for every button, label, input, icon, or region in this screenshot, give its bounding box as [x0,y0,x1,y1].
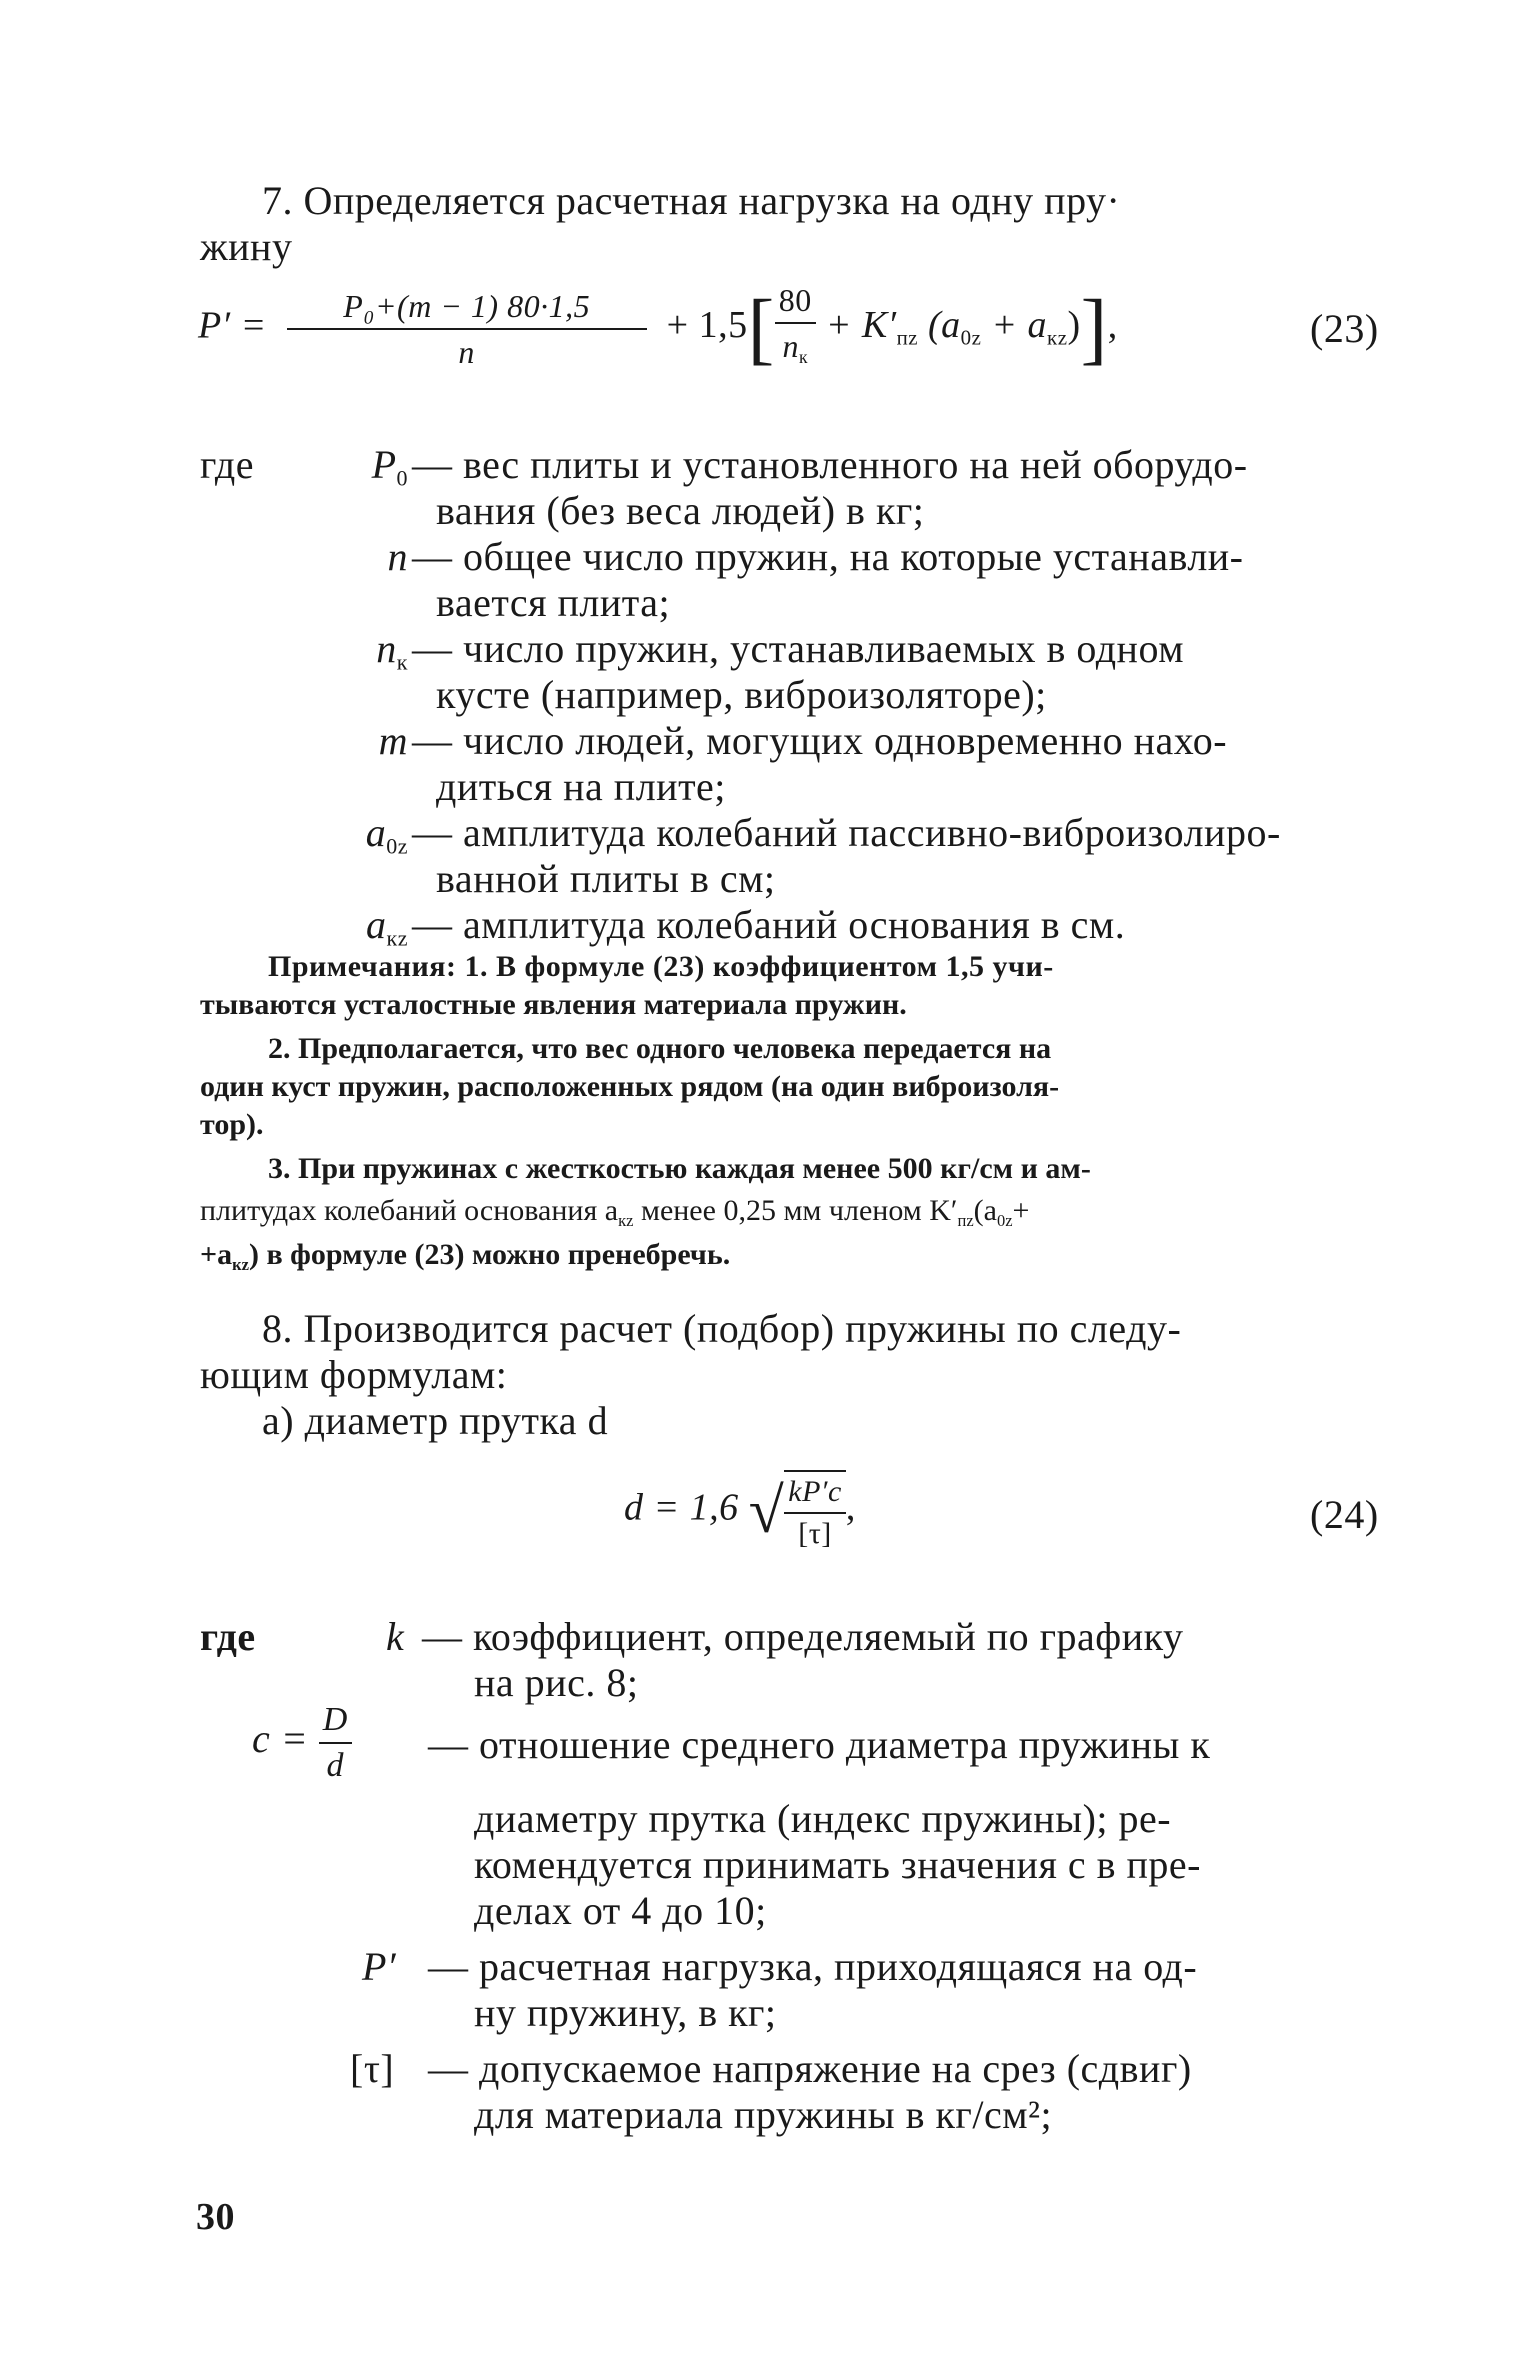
where1-def-continuation: вается плита; [436,580,671,625]
where1-def-symbol: n [387,534,408,579]
formula-23-lhs: P′ = [198,304,267,347]
left-bracket: [ [747,284,775,373]
right-bracket: ] [1080,284,1108,373]
note2-line1: 2. Предполагается, что вес одного человека передается на [268,1032,1052,1065]
formula-23-number: (23) [1310,306,1379,351]
k-text2: на рис. 8; [474,1660,639,1705]
where1-def-text: — амплитуда колебаний пассивно-виброизолиро- [412,810,1281,855]
formula-23-mid: + 1,5 [666,304,748,347]
where1-def-symbol: $a_{0z}$ [365,810,408,859]
formula-23-paren: $(a_{0z} + a_{кz})$ [928,304,1081,350]
c-text2: диаметру прутка (индекс пружины); ре- [474,1796,1172,1841]
formula-23-denominator: n [458,333,475,370]
note1-line2: тываются усталостные явления материала пружин. [200,988,907,1021]
c-text4: делах от 4 до 10; [474,1888,767,1933]
where1-def-text: — вес плиты и установленного на ней оборудо- [412,442,1248,487]
formula-23: P′ = $\frac{\text{P₀+(m − 1) 80·1,5}}{n}$ + 1,5[ $\frac{80}{n_к}$ + $K'_{пz}$ $(a_{0z} + a_{кz})$], [198,280,1118,377]
sqrt-sign: √ [748,1475,785,1546]
where1-def-symbol: $P_0$ [371,442,408,491]
formula-23-numerator: P₀+(m − 1) 80·1,5 [287,286,647,330]
section7-line2: жину [200,224,293,269]
where1-def-continuation: ванной плиты в см; [436,856,776,901]
formula-23-tail: + $K'_{пz}$ [825,304,919,350]
formula-24-lhs: d = 1,6 [624,1486,739,1529]
where1-def-continuation: вания (без веса людей) в кг; [436,488,925,533]
c-fraction [319,1700,352,1786]
formula-23-inner-fraction [775,280,816,377]
section8-line3: а) диаметр прутка d [262,1398,609,1443]
formula-24 [624,1470,856,1552]
t-text1: — допускаемое напряжение на срез (сдвиг) [428,2046,1192,2091]
formula-23-main-fraction [287,286,647,372]
where1-label: где [200,442,255,487]
formula-23-inner-den: $n_к$ [782,328,809,368]
c-num: D [319,1700,352,1744]
t-text2: для материала пружины в кг/см²; [474,2092,1053,2137]
formula-24-fraction [784,1470,846,1552]
where1-def-text: — число пружин, устанавливаемых в одном [412,626,1184,671]
where2-label: где [200,1614,256,1659]
where1-def-text: — общее число пружин, на которые устанавли- [412,534,1244,579]
note3-line1: 3. При пружинах с жесткостью каждая менее 500 кг/см и ам- [268,1152,1091,1185]
section8-line1: 8. Производится расчет (подбор) пружины по следу- [262,1306,1182,1351]
k-symbol: k [386,1614,405,1659]
c-den: d [326,1747,345,1784]
note3-line2: плитудах колебаний основания $a_{кz}$ менее 0,25 мм членом $K'_{пz}(a_{0z}+$ [200,1194,1030,1230]
where1-def-text: — число людей, могущих одновременно нахо- [412,718,1228,763]
formula-24-den: [τ] [798,1517,832,1550]
c-text3: комендуется принимать значения c в пре- [474,1842,1201,1887]
k-text1: — коэффициент, определяемый по графику [422,1614,1184,1659]
c-definition [252,1700,352,1786]
formula-24-number: (24) [1310,1492,1379,1537]
section7-line1: 7. Определяется расчетная нагрузка на одну пру· [262,178,1121,223]
p-symbol: P′ [362,1944,397,1989]
formula-24-num: kP′c [784,1474,846,1514]
page-number: 30 [196,2196,235,2238]
where1-def-text: — амплитуда колебаний основания в см. [412,902,1126,947]
note2-line2: один куст пружин, расположенных рядом (на один виброизоля- [200,1070,1060,1103]
section8-line2: ющим формулам: [200,1352,508,1397]
t-symbol: [τ] [350,2046,395,2091]
where1-def-symbol: $a_{кz}$ [366,902,408,951]
where1-def-symbol: $n_к$ [376,626,408,675]
p-text1: — расчетная нагрузка, приходящаяся на од- [428,1944,1198,1989]
c-lhs: c = [252,1716,309,1762]
note1-line1: Примечания: 1. В формуле (23) коэффициентом 1,5 учи- [268,950,1054,983]
p-text2: ну пружину, в кг; [474,1990,777,2035]
where1-def-continuation: кусте (например, виброизоляторе); [436,672,1047,717]
where1-def-continuation: диться на плите; [436,764,726,809]
note2-line3: тор). [200,1108,264,1141]
formula-23-inner-num: 80 [775,280,816,324]
where1-def-symbol: m [378,718,408,763]
formula-24-comma: , [845,1486,856,1529]
c-text1: — отношение среднего диаметра пружины к [428,1722,1211,1767]
note3-line3: $+a_{кz}$) в формуле (23) можно пренебречь. [200,1238,731,1274]
